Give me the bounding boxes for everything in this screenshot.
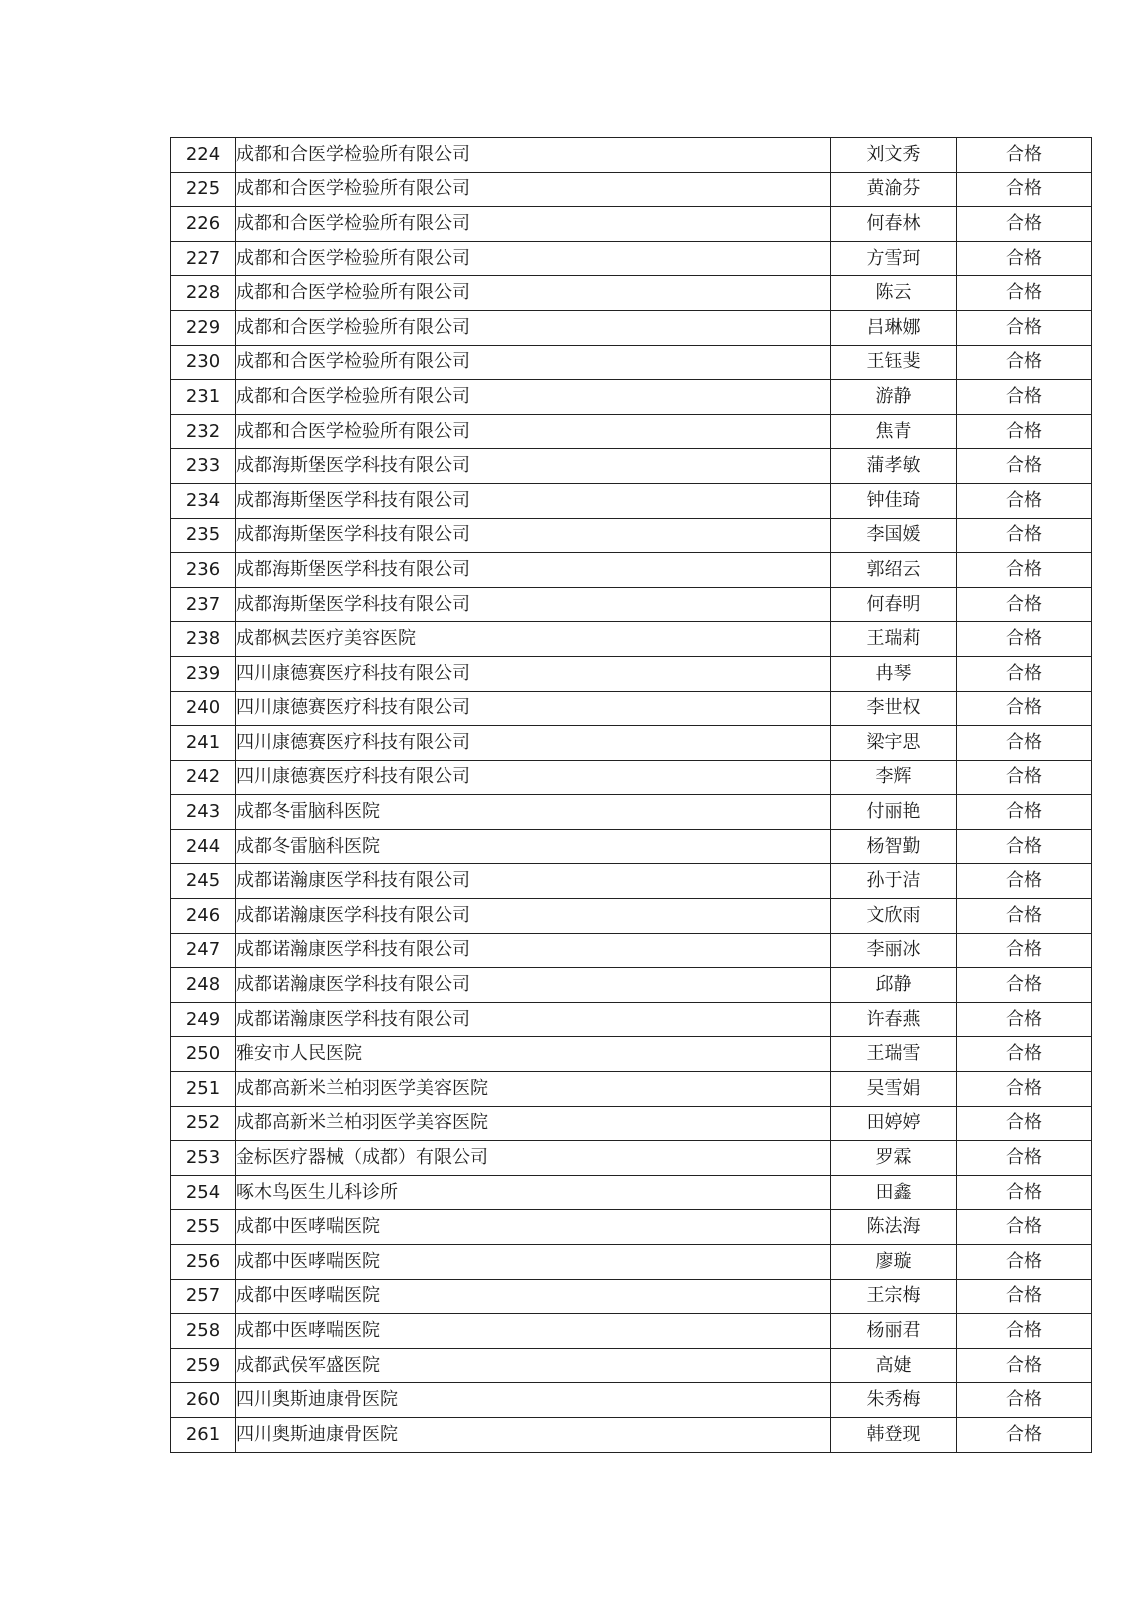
table-row <box>171 829 1092 864</box>
row-number-cell: 225 <box>171 172 236 207</box>
table-row <box>171 414 1092 449</box>
row-number-cell: 232 <box>171 414 236 449</box>
result-cell: 合格 <box>957 1175 1092 1210</box>
table-row <box>171 138 1092 173</box>
result-cell: 合格 <box>957 1141 1092 1176</box>
result-cell: 合格 <box>957 1383 1092 1418</box>
result-cell: 合格 <box>957 241 1092 276</box>
organization-cell: 成都高新米兰柏羽医学美容医院 <box>236 1072 831 1107</box>
organization-cell: 四川康德赛医疗科技有限公司 <box>236 760 831 795</box>
row-number-cell: 256 <box>171 1245 236 1280</box>
row-number-cell: 252 <box>171 1106 236 1141</box>
result-cell: 合格 <box>957 172 1092 207</box>
organization-cell: 成都中医哮喘医院 <box>236 1314 831 1349</box>
row-number-cell: 242 <box>171 760 236 795</box>
table-row <box>171 483 1092 518</box>
organization-cell: 成都中医哮喘医院 <box>236 1245 831 1280</box>
table-row <box>171 449 1092 484</box>
organization-cell: 四川康德赛医疗科技有限公司 <box>236 726 831 761</box>
person-name-cell: 梁宇思 <box>831 726 957 761</box>
person-name-cell: 王瑞莉 <box>831 622 957 657</box>
person-name-cell: 朱秀梅 <box>831 1383 957 1418</box>
table-row <box>171 760 1092 795</box>
table-row <box>171 172 1092 207</box>
row-number-cell: 240 <box>171 691 236 726</box>
person-name-cell: 孙于洁 <box>831 864 957 899</box>
result-cell: 合格 <box>957 899 1092 934</box>
row-number-cell: 230 <box>171 345 236 380</box>
row-number-cell: 247 <box>171 933 236 968</box>
organization-cell: 成都和合医学检验所有限公司 <box>236 345 831 380</box>
person-name-cell: 李世权 <box>831 691 957 726</box>
table-row <box>171 1245 1092 1280</box>
result-cell: 合格 <box>957 553 1092 588</box>
row-number-cell: 238 <box>171 622 236 657</box>
person-name-cell: 邱静 <box>831 968 957 1003</box>
organization-cell: 四川奥斯迪康骨医院 <box>236 1417 831 1452</box>
person-name-cell: 游静 <box>831 380 957 415</box>
person-name-cell: 李丽冰 <box>831 933 957 968</box>
person-name-cell: 冉琴 <box>831 656 957 691</box>
result-cell: 合格 <box>957 518 1092 553</box>
table-row <box>171 276 1092 311</box>
organization-cell: 成都枫芸医疗美容医院 <box>236 622 831 657</box>
organization-cell: 成都和合医学检验所有限公司 <box>236 172 831 207</box>
table-row <box>171 1383 1092 1418</box>
row-number-cell: 231 <box>171 380 236 415</box>
organization-cell: 四川康德赛医疗科技有限公司 <box>236 691 831 726</box>
person-name-cell: 焦青 <box>831 414 957 449</box>
organization-cell: 成都诺瀚康医学科技有限公司 <box>236 899 831 934</box>
organization-cell: 成都冬雷脑科医院 <box>236 795 831 830</box>
organization-cell: 成都中医哮喘医院 <box>236 1279 831 1314</box>
row-number-cell: 239 <box>171 656 236 691</box>
person-name-cell: 李国媛 <box>831 518 957 553</box>
organization-cell: 成都和合医学检验所有限公司 <box>236 207 831 242</box>
row-number-cell: 235 <box>171 518 236 553</box>
person-name-cell: 田鑫 <box>831 1175 957 1210</box>
organization-cell: 雅安市人民医院 <box>236 1037 831 1072</box>
person-name-cell: 王宗梅 <box>831 1279 957 1314</box>
person-name-cell: 李辉 <box>831 760 957 795</box>
row-number-cell: 236 <box>171 553 236 588</box>
result-cell: 合格 <box>957 933 1092 968</box>
table-row <box>171 691 1092 726</box>
row-number-cell: 237 <box>171 587 236 622</box>
result-cell: 合格 <box>957 795 1092 830</box>
table-row <box>171 518 1092 553</box>
table-row <box>171 553 1092 588</box>
row-number-cell: 244 <box>171 829 236 864</box>
organization-cell: 成都海斯堡医学科技有限公司 <box>236 518 831 553</box>
person-name-cell: 陈云 <box>831 276 957 311</box>
organization-cell: 成都和合医学检验所有限公司 <box>236 138 831 173</box>
organization-cell: 成都海斯堡医学科技有限公司 <box>236 449 831 484</box>
organization-cell: 成都和合医学检验所有限公司 <box>236 310 831 345</box>
person-name-cell: 方雪珂 <box>831 241 957 276</box>
person-name-cell: 何春明 <box>831 587 957 622</box>
organization-cell: 成都和合医学检验所有限公司 <box>236 414 831 449</box>
person-name-cell: 罗霖 <box>831 1141 957 1176</box>
table-row <box>171 1175 1092 1210</box>
table-row <box>171 656 1092 691</box>
table-row <box>171 1314 1092 1349</box>
row-number-cell: 261 <box>171 1417 236 1452</box>
result-cell: 合格 <box>957 1037 1092 1072</box>
row-number-cell: 249 <box>171 1002 236 1037</box>
table-row <box>171 1106 1092 1141</box>
person-name-cell: 陈法海 <box>831 1210 957 1245</box>
table-row <box>171 622 1092 657</box>
table-row <box>171 345 1092 380</box>
organization-cell: 成都海斯堡医学科技有限公司 <box>236 553 831 588</box>
organization-cell: 成都海斯堡医学科技有限公司 <box>236 587 831 622</box>
row-number-cell: 250 <box>171 1037 236 1072</box>
result-cell: 合格 <box>957 1072 1092 1107</box>
row-number-cell: 255 <box>171 1210 236 1245</box>
table-row <box>171 207 1092 242</box>
result-cell: 合格 <box>957 138 1092 173</box>
row-number-cell: 243 <box>171 795 236 830</box>
row-number-cell: 253 <box>171 1141 236 1176</box>
organization-cell: 成都中医哮喘医院 <box>236 1210 831 1245</box>
person-name-cell: 田婷婷 <box>831 1106 957 1141</box>
table-row <box>171 310 1092 345</box>
table-row <box>171 1348 1092 1383</box>
result-cell: 合格 <box>957 1417 1092 1452</box>
person-name-cell: 吴雪娟 <box>831 1072 957 1107</box>
table-row <box>171 1072 1092 1107</box>
organization-cell: 成都诺瀚康医学科技有限公司 <box>236 864 831 899</box>
row-number-cell: 254 <box>171 1175 236 1210</box>
row-number-cell: 227 <box>171 241 236 276</box>
result-cell: 合格 <box>957 1002 1092 1037</box>
organization-cell: 成都海斯堡医学科技有限公司 <box>236 483 831 518</box>
person-name-cell: 王钰斐 <box>831 345 957 380</box>
table-row <box>171 1141 1092 1176</box>
organization-cell: 成都和合医学检验所有限公司 <box>236 241 831 276</box>
result-cell: 合格 <box>957 1106 1092 1141</box>
organization-cell: 四川奥斯迪康骨医院 <box>236 1383 831 1418</box>
row-number-cell: 260 <box>171 1383 236 1418</box>
result-cell: 合格 <box>957 310 1092 345</box>
row-number-cell: 246 <box>171 899 236 934</box>
result-cell: 合格 <box>957 207 1092 242</box>
table-row <box>171 1417 1092 1452</box>
organization-cell: 啄木鸟医生儿科诊所 <box>236 1175 831 1210</box>
result-cell: 合格 <box>957 380 1092 415</box>
row-number-cell: 226 <box>171 207 236 242</box>
row-number-cell: 248 <box>171 968 236 1003</box>
person-name-cell: 吕琳娜 <box>831 310 957 345</box>
result-cell: 合格 <box>957 414 1092 449</box>
person-name-cell: 蒲孝敏 <box>831 449 957 484</box>
result-cell: 合格 <box>957 276 1092 311</box>
row-number-cell: 258 <box>171 1314 236 1349</box>
organization-cell: 成都诺瀚康医学科技有限公司 <box>236 1002 831 1037</box>
organization-cell: 成都诺瀚康医学科技有限公司 <box>236 968 831 1003</box>
person-name-cell: 付丽艳 <box>831 795 957 830</box>
result-cell: 合格 <box>957 691 1092 726</box>
person-name-cell: 文欣雨 <box>831 899 957 934</box>
result-cell: 合格 <box>957 968 1092 1003</box>
person-name-cell: 刘文秀 <box>831 138 957 173</box>
result-cell: 合格 <box>957 1279 1092 1314</box>
table-row <box>171 933 1092 968</box>
organization-cell: 成都诺瀚康医学科技有限公司 <box>236 933 831 968</box>
person-name-cell: 黄渝芬 <box>831 172 957 207</box>
table-row <box>171 1037 1092 1072</box>
organization-cell: 成都和合医学检验所有限公司 <box>236 380 831 415</box>
person-name-cell: 廖璇 <box>831 1245 957 1280</box>
person-name-cell: 杨智勤 <box>831 829 957 864</box>
result-cell: 合格 <box>957 1348 1092 1383</box>
organization-cell: 成都武侯军盛医院 <box>236 1348 831 1383</box>
person-name-cell: 许春燕 <box>831 1002 957 1037</box>
person-name-cell: 韩登现 <box>831 1417 957 1452</box>
result-cell: 合格 <box>957 760 1092 795</box>
table-row <box>171 968 1092 1003</box>
result-cell: 合格 <box>957 1210 1092 1245</box>
person-name-cell: 王瑞雪 <box>831 1037 957 1072</box>
organization-cell: 四川康德赛医疗科技有限公司 <box>236 656 831 691</box>
row-number-cell: 229 <box>171 310 236 345</box>
person-name-cell: 何春林 <box>831 207 957 242</box>
table-body <box>171 138 1092 1453</box>
table-row <box>171 241 1092 276</box>
row-number-cell: 245 <box>171 864 236 899</box>
table-row <box>171 1279 1092 1314</box>
result-cell: 合格 <box>957 449 1092 484</box>
person-name-cell: 高婕 <box>831 1348 957 1383</box>
result-cell: 合格 <box>957 1245 1092 1280</box>
row-number-cell: 224 <box>171 138 236 173</box>
table-row <box>171 1002 1092 1037</box>
table-row <box>171 864 1092 899</box>
result-cell: 合格 <box>957 483 1092 518</box>
result-cell: 合格 <box>957 587 1092 622</box>
result-cell: 合格 <box>957 622 1092 657</box>
organization-cell: 成都和合医学检验所有限公司 <box>236 276 831 311</box>
table-row <box>171 726 1092 761</box>
table-row <box>171 795 1092 830</box>
table-row <box>171 1210 1092 1245</box>
row-number-cell: 251 <box>171 1072 236 1107</box>
row-number-cell: 257 <box>171 1279 236 1314</box>
row-number-cell: 233 <box>171 449 236 484</box>
result-cell: 合格 <box>957 726 1092 761</box>
row-number-cell: 228 <box>171 276 236 311</box>
organization-cell: 成都冬雷脑科医院 <box>236 829 831 864</box>
organization-cell: 金标医疗器械（成都）有限公司 <box>236 1141 831 1176</box>
result-cell: 合格 <box>957 829 1092 864</box>
qualification-table <box>170 137 1092 1453</box>
row-number-cell: 259 <box>171 1348 236 1383</box>
table-row <box>171 380 1092 415</box>
table-row <box>171 587 1092 622</box>
table-row <box>171 899 1092 934</box>
result-cell: 合格 <box>957 1314 1092 1349</box>
person-name-cell: 钟佳琦 <box>831 483 957 518</box>
row-number-cell: 241 <box>171 726 236 761</box>
person-name-cell: 郭绍云 <box>831 553 957 588</box>
result-cell: 合格 <box>957 656 1092 691</box>
result-cell: 合格 <box>957 864 1092 899</box>
row-number-cell: 234 <box>171 483 236 518</box>
person-name-cell: 杨丽君 <box>831 1314 957 1349</box>
result-cell: 合格 <box>957 345 1092 380</box>
organization-cell: 成都高新米兰柏羽医学美容医院 <box>236 1106 831 1141</box>
